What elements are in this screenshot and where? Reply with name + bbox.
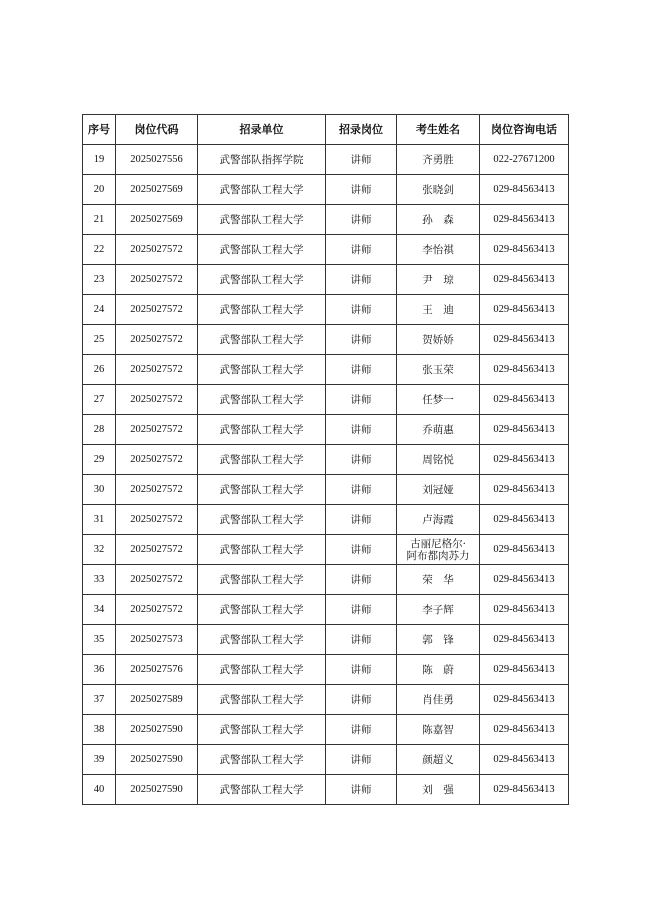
cell-position: 讲师 [326,655,397,685]
table-row [83,475,569,505]
table-row [83,535,569,565]
cell-recruiting-unit: 武警部队工程大学 [198,775,326,805]
cell-recruiting-unit: 武警部队工程大学 [198,295,326,325]
table-header-row [83,115,569,145]
cell-position: 讲师 [326,625,397,655]
cell-recruiting-unit: 武警部队工程大学 [198,505,326,535]
cell-index: 22 [83,235,116,265]
cell-position: 讲师 [326,775,397,805]
cell-index: 28 [83,415,116,445]
cell-index: 30 [83,475,116,505]
table-row [83,715,569,745]
cell-index: 31 [83,505,116,535]
cell-recruiting-unit: 武警部队工程大学 [198,535,326,565]
cell-phone: 029-84563413 [480,775,569,805]
cell-recruiting-unit: 武警部队工程大学 [198,235,326,265]
table-row [83,655,569,685]
cell-candidate-name: 卢海霞 [397,505,480,535]
cell-phone: 029-84563413 [480,715,569,745]
cell-position-code: 2025027590 [116,745,198,775]
cell-position-code: 2025027572 [116,295,198,325]
cell-index: 33 [83,565,116,595]
cell-recruiting-unit: 武警部队工程大学 [198,595,326,625]
cell-position: 讲师 [326,295,397,325]
table-row [83,295,569,325]
cell-index: 19 [83,145,116,175]
cell-recruiting-unit: 武警部队工程大学 [198,355,326,385]
cell-index: 34 [83,595,116,625]
cell-phone: 029-84563413 [480,385,569,415]
cell-phone: 029-84563413 [480,505,569,535]
cell-position: 讲师 [326,265,397,295]
cell-phone: 029-84563413 [480,685,569,715]
cell-index: 25 [83,325,116,355]
cell-position-code: 2025027572 [116,235,198,265]
candidate-table [82,114,569,805]
cell-position-code: 2025027573 [116,625,198,655]
cell-phone: 029-84563413 [480,355,569,385]
cell-candidate-name: 孙 森 [397,205,480,235]
cell-index: 26 [83,355,116,385]
cell-candidate-name: 王 迪 [397,295,480,325]
cell-position: 讲师 [326,145,397,175]
header-position: 招录岗位 [326,115,397,145]
header-candidate-name: 考生姓名 [397,115,480,145]
cell-candidate-name: 陈 蔚 [397,655,480,685]
cell-candidate-name: 刘 强 [397,775,480,805]
cell-index: 29 [83,445,116,475]
cell-phone: 029-84563413 [480,625,569,655]
cell-position: 讲师 [326,535,397,565]
cell-phone: 029-84563413 [480,205,569,235]
cell-candidate-name: 肖佳勇 [397,685,480,715]
cell-position: 讲师 [326,175,397,205]
cell-candidate-name: 贺娇娇 [397,325,480,355]
cell-position: 讲师 [326,325,397,355]
cell-recruiting-unit: 武警部队工程大学 [198,745,326,775]
cell-position: 讲师 [326,745,397,775]
cell-position: 讲师 [326,445,397,475]
cell-position-code: 2025027572 [116,505,198,535]
cell-position-code: 2025027589 [116,685,198,715]
cell-recruiting-unit: 武警部队工程大学 [198,175,326,205]
cell-candidate-name: 陈嘉智 [397,715,480,745]
cell-recruiting-unit: 武警部队工程大学 [198,685,326,715]
cell-recruiting-unit: 武警部队工程大学 [198,445,326,475]
cell-position: 讲师 [326,685,397,715]
table-row [83,445,569,475]
cell-candidate-name: 刘冠娅 [397,475,480,505]
cell-index: 35 [83,625,116,655]
cell-position-code: 2025027572 [116,415,198,445]
table-row [83,415,569,445]
cell-phone: 029-84563413 [480,295,569,325]
cell-position-code: 2025027572 [116,475,198,505]
cell-index: 38 [83,715,116,745]
cell-index: 23 [83,265,116,295]
header-recruiting-unit: 招录单位 [198,115,326,145]
table-row [83,505,569,535]
cell-index: 20 [83,175,116,205]
cell-candidate-name: 张晓剑 [397,175,480,205]
cell-index: 40 [83,775,116,805]
cell-candidate-name: 齐勇胜 [397,145,480,175]
table-row [83,685,569,715]
cell-recruiting-unit: 武警部队工程大学 [198,205,326,235]
cell-index: 32 [83,535,116,565]
cell-phone: 029-84563413 [480,535,569,565]
cell-recruiting-unit: 武警部队工程大学 [198,565,326,595]
cell-position-code: 2025027590 [116,775,198,805]
cell-candidate-name: 郭 锋 [397,625,480,655]
table-row [83,745,569,775]
cell-position: 讲师 [326,415,397,445]
cell-phone: 029-84563413 [480,595,569,625]
cell-position: 讲师 [326,505,397,535]
cell-phone: 029-84563413 [480,175,569,205]
cell-position-code: 2025027572 [116,595,198,625]
cell-index: 21 [83,205,116,235]
cell-index: 27 [83,385,116,415]
header-index: 序号 [83,115,116,145]
cell-position: 讲师 [326,235,397,265]
cell-recruiting-unit: 武警部队指挥学院 [198,145,326,175]
cell-position: 讲师 [326,385,397,415]
cell-position: 讲师 [326,205,397,235]
cell-position: 讲师 [326,355,397,385]
cell-recruiting-unit: 武警部队工程大学 [198,715,326,745]
cell-recruiting-unit: 武警部队工程大学 [198,265,326,295]
table-row [83,325,569,355]
table-row [83,595,569,625]
cell-recruiting-unit: 武警部队工程大学 [198,325,326,355]
header-phone: 岗位咨询电话 [480,115,569,145]
cell-candidate-name: 周铭悦 [397,445,480,475]
cell-phone: 029-84563413 [480,445,569,475]
cell-candidate-name: 张玉荣 [397,355,480,385]
cell-candidate-name: 任梦一 [397,385,480,415]
cell-position: 讲师 [326,595,397,625]
cell-candidate-name: 李怡祺 [397,235,480,265]
table-row [83,235,569,265]
cell-candidate-name: 乔萌惠 [397,415,480,445]
header-position-code: 岗位代码 [116,115,198,145]
cell-position-code: 2025027572 [116,565,198,595]
cell-index: 37 [83,685,116,715]
table-row [83,775,569,805]
cell-position-code: 2025027572 [116,355,198,385]
cell-position-code: 2025027572 [116,325,198,355]
cell-candidate-name: 尹 琼 [397,265,480,295]
cell-position-code: 2025027590 [116,715,198,745]
cell-phone: 029-84563413 [480,745,569,775]
cell-position-code: 2025027576 [116,655,198,685]
cell-phone: 029-84563413 [480,655,569,685]
cell-position: 讲师 [326,715,397,745]
cell-phone: 029-84563413 [480,415,569,445]
cell-position: 讲师 [326,565,397,595]
cell-recruiting-unit: 武警部队工程大学 [198,625,326,655]
cell-candidate-name: 颜超义 [397,745,480,775]
cell-recruiting-unit: 武警部队工程大学 [198,475,326,505]
cell-recruiting-unit: 武警部队工程大学 [198,655,326,685]
table-row [83,625,569,655]
cell-index: 36 [83,655,116,685]
cell-phone: 029-84563413 [480,235,569,265]
cell-index: 24 [83,295,116,325]
cell-phone: 022-27671200 [480,145,569,175]
cell-candidate-name: 李子辉 [397,595,480,625]
table-row [83,355,569,385]
cell-position-code: 2025027569 [116,205,198,235]
cell-phone: 029-84563413 [480,565,569,595]
cell-position-code: 2025027556 [116,145,198,175]
cell-position-code: 2025027572 [116,385,198,415]
cell-position: 讲师 [326,475,397,505]
table-row [83,205,569,235]
table-row [83,565,569,595]
cell-candidate-name: 荣 华 [397,565,480,595]
cell-index: 39 [83,745,116,775]
table-row [83,145,569,175]
table-row [83,265,569,295]
cell-phone: 029-84563413 [480,265,569,295]
cell-phone: 029-84563413 [480,325,569,355]
cell-phone: 029-84563413 [480,475,569,505]
cell-recruiting-unit: 武警部队工程大学 [198,385,326,415]
table-row [83,385,569,415]
cell-position-code: 2025027572 [116,445,198,475]
cell-recruiting-unit: 武警部队工程大学 [198,415,326,445]
cell-position-code: 2025027569 [116,175,198,205]
cell-position-code: 2025027572 [116,265,198,295]
cell-position-code: 2025027572 [116,535,198,565]
cell-candidate-name: 古丽尼格尔· 阿布都肉苏力 [397,535,480,565]
table-row [83,175,569,205]
